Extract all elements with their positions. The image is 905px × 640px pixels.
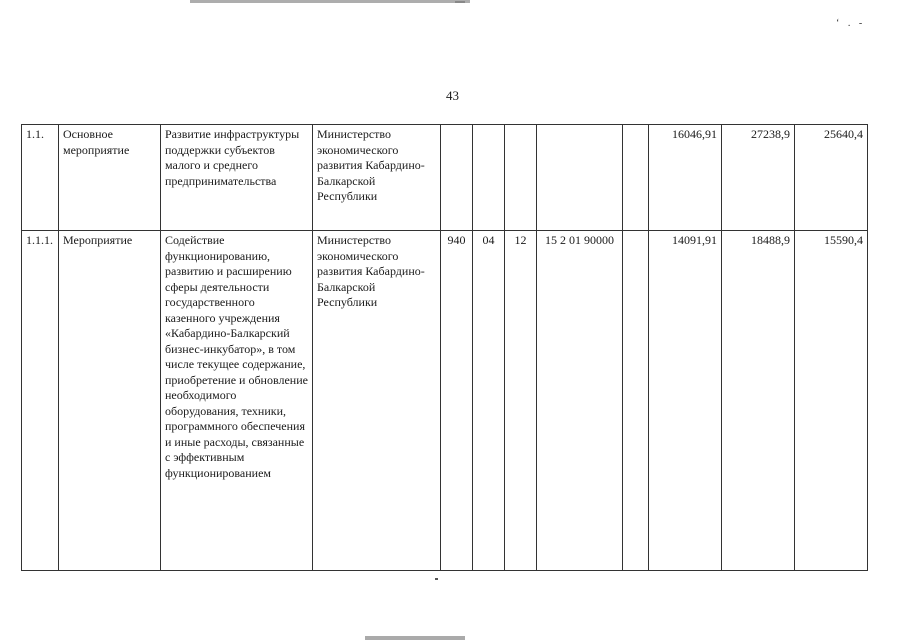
cell-year-1: 16046,91 — [649, 125, 722, 231]
cell-csr: 15 2 01 90000 — [537, 231, 623, 571]
cell-vr — [623, 125, 649, 231]
cell-name: Развитие инфраструктуры поддержки субъектов малого и среднего предпринимательства — [161, 125, 313, 231]
cell-pr: 12 — [505, 231, 537, 571]
cell-grbs — [441, 125, 473, 231]
cell-year-2: 27238,9 — [722, 125, 795, 231]
cell-rz: 04 — [473, 231, 505, 571]
scan-dot — [435, 578, 438, 580]
cell-executor: Министерство экономического развития Кабардино-Балкарской Республики — [313, 125, 441, 231]
table-row — [22, 125, 868, 231]
cell-status: Основное мероприятие — [59, 125, 161, 231]
cell-year-3: 25640,4 — [795, 125, 868, 231]
cell-rz — [473, 125, 505, 231]
budget-table — [21, 124, 868, 571]
cell-code: 1.1. — [22, 125, 59, 231]
cell-executor: Министерство экономического развития Кабардино-Балкарской Республики — [313, 231, 441, 571]
cell-vr — [623, 231, 649, 571]
scan-artifact-top — [190, 0, 470, 3]
page-number: 43 — [446, 88, 459, 103]
scan-artifact-top-short — [455, 1, 465, 3]
scan-artifact-bottom — [365, 636, 465, 640]
cell-name: Содействие функционированию, развитию и расширению сферы деятельности государственного казенного учреждения «Кабардино-Балкарский бизнес-инкубатор», в том числе текущее содержание, приобретение и обновление необходимого оборудования, техники, программного обеспечения и иные расходы, связанные с эффективным функционированием — [161, 231, 313, 571]
corner-marks: ‘ . ‑ — [836, 18, 866, 29]
table-row — [22, 231, 868, 571]
cell-pr — [505, 125, 537, 231]
cell-year-2: 18488,9 — [722, 231, 795, 571]
cell-status: Мероприятие — [59, 231, 161, 571]
cell-year-1: 14091,91 — [649, 231, 722, 571]
cell-grbs: 940 — [441, 231, 473, 571]
cell-code: 1.1.1. — [22, 231, 59, 571]
cell-year-3: 15590,4 — [795, 231, 868, 571]
cell-csr — [537, 125, 623, 231]
